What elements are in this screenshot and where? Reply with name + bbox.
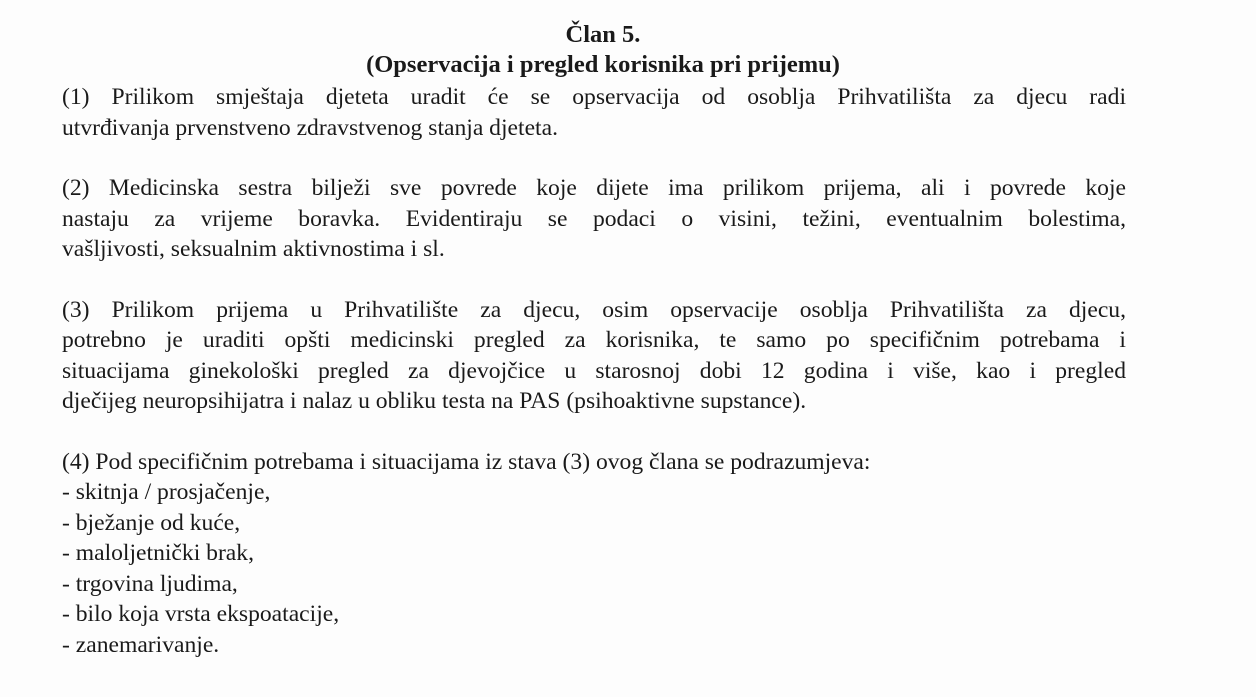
article-number: Član 5. <box>565 21 641 48</box>
paragraph-3 <box>62 295 1126 417</box>
specific-needs-list <box>62 477 1126 660</box>
paragraph-line: vašljivosti, seksualnim aktivnostima i sl. <box>62 236 445 262</box>
paragraph-line: dječijeg neuropsihijatra i nalaz u obliku testa na PAS (psihoaktivne supstance). <box>62 388 807 414</box>
paragraph-gap <box>62 265 1126 295</box>
paragraph-line: potrebno je uraditi opšti medicinski pregled za korisnika, te samo po specifičnim potrebama i <box>62 327 1126 353</box>
paragraph-line: situacijama ginekološki pregled za djevojčice u starosnoj dobi 12 godina i više, kao i pregled <box>62 357 1126 384</box>
paragraph-line: (1) Prilikom smještaja djeteta uradit će se opservacija od osoblja Prihvatilišta za djecu radi <box>62 84 1126 110</box>
list-item: - skitnja / prosjačenje, <box>62 479 271 505</box>
paragraph-4 <box>62 447 1126 478</box>
paragraph-gap <box>62 143 1126 173</box>
paragraph-line: utvrđivanja prvenstveno zdravstvenog stanja djeteta. <box>62 114 558 141</box>
list-item: - trgovina ljudima, <box>62 570 238 597</box>
list-item: - bilo koja vrsta ekspoatacije, <box>62 601 340 627</box>
paragraph-1 <box>62 82 1126 143</box>
paragraph-line: (2) Medicinska sestra bilježi sve povrede koje dijete ima prilikom prijema, ali i povrede koje <box>62 175 1126 201</box>
list-item: - zanemarivanje. <box>62 631 220 658</box>
list-item: - bježanje od kuće, <box>62 509 241 536</box>
paragraph-2 <box>62 173 1126 265</box>
paragraph-line: nastaju za vrijeme boravka. Evidentiraju se podaci o visini, težini, eventualnim bolestima, <box>62 205 1126 232</box>
paragraph-line: (3) Prilikom prijema u Prihvatilište za djecu, osim opservacije osoblja Prihvatilišta za djecu, <box>62 296 1126 323</box>
paragraph-line: (4) Pod specifičnim potrebama i situacijama iz stava (3) ovog člana se podrazumjeva: <box>62 448 871 475</box>
document-page <box>62 20 1126 660</box>
paragraph-gap <box>62 417 1126 447</box>
article-title: (Opservacija i pregled korisnika pri prijemu) <box>366 51 840 78</box>
list-item: - maloljetnički brak, <box>62 540 254 566</box>
